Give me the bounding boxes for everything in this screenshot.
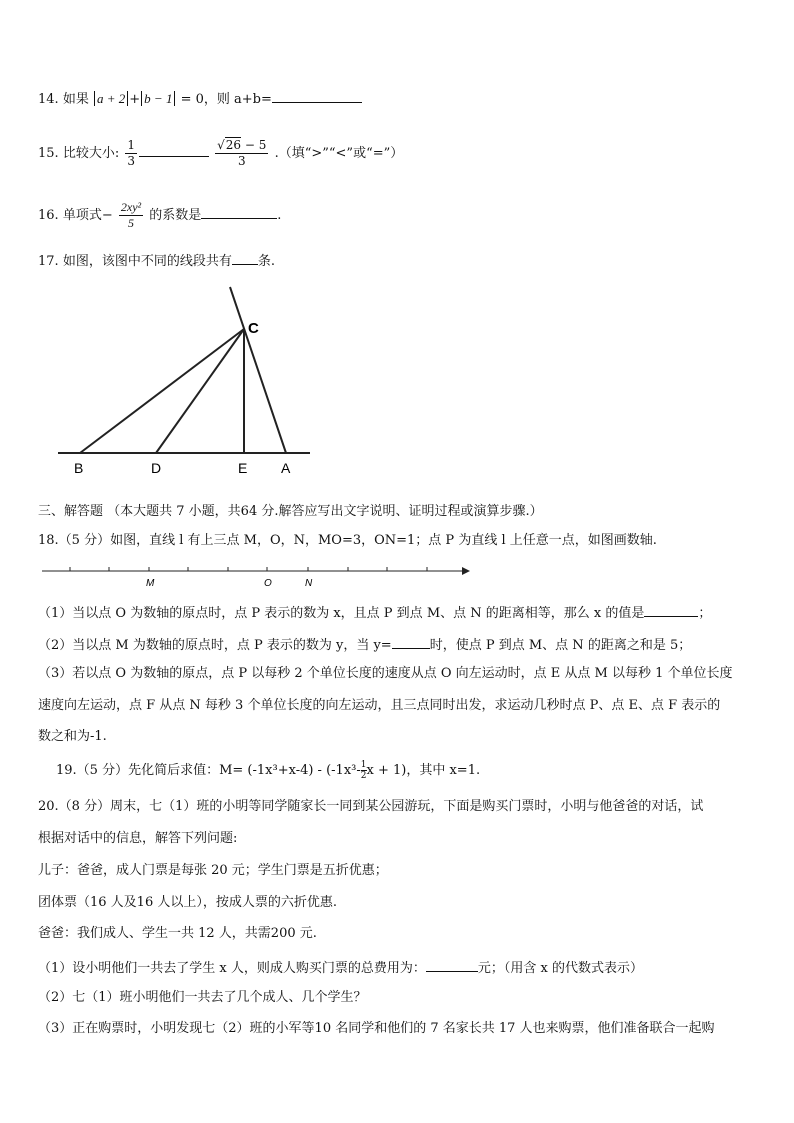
q20-part-1: [38, 957, 643, 978]
q18-part-3-line-2: 速度向左运动，点 F 从点 N 每秒 3 个单位长度的向左运动，且三点同时出发，求运动几秒时点 P、点 E、点 F 表示的: [38, 698, 721, 713]
q14-answer-blank[interactable]: [272, 88, 362, 103]
q14-equation-tail: = 0，则 a+b=: [180, 92, 272, 107]
q15-fraction-1: [125, 138, 137, 169]
q18-part-1-blank[interactable]: [644, 602, 698, 617]
q18-header: 18.（5 分）如图，直线 l 有上三点 M，O，N，MO=3，ON=1；点 P 为直线 l 上任意一点，如图画数轴.: [38, 533, 657, 548]
axis-label-M: M: [146, 578, 155, 589]
q15-answer-blank[interactable]: [139, 142, 209, 157]
q14-plus: +: [129, 92, 141, 107]
q15-text: 比较大小:: [62, 146, 120, 161]
q14-abs-b: b − 1: [141, 91, 175, 106]
q16-answer-blank[interactable]: [201, 204, 277, 219]
q14-number: 14.: [38, 92, 59, 107]
q20-line-5: 爸爸：我们成人、学生一共 12 人，共需200 元.: [38, 926, 317, 941]
q15-fraction-2: [215, 138, 268, 169]
q16-denominator: 5: [128, 216, 135, 230]
q16-tail: 的系数是: [149, 208, 202, 223]
q15-frac2-denominator: 3: [237, 154, 246, 168]
question-14: [38, 88, 362, 109]
q16-sign: −: [101, 208, 113, 223]
q20-line-3: 儿子：爸爸，成人门票是每张 20 元；学生门票是五折优惠；: [38, 863, 388, 878]
q19-frac-denominator: 2: [360, 771, 367, 781]
q15-minus-five: − 5: [244, 138, 267, 152]
q18-part-3-line-1: （3）若以点 O 为数轴的原点，点 P 以每秒 2 个单位长度的速度从点 O 向左运动时，点 E 从点 M 以每秒 1 个单位长度: [38, 666, 733, 681]
segment-CD: [156, 329, 244, 453]
q19-text-b: x + 1)，其中 x=1.: [366, 763, 481, 778]
section-3-heading: 三、解答题 （本大题共 7 小题，共64 分.解答应写出文字说明、证明过程或演算步骤.）: [38, 504, 543, 519]
q16-numerator: 2xy²: [120, 200, 142, 214]
q14-text: 如果: [62, 92, 89, 107]
q18-part-2-text-a: （2）当以点 M 为数轴的原点时，点 P 表示的数为 y，当 y=: [38, 638, 392, 653]
label-B: B: [74, 460, 84, 476]
q20-line-1: 20.（8 分）周末，七（1）班的小明等同学随家长一同到某公园游玩，下面是购买门票时，小明与他爸爸的对话，试: [38, 799, 704, 814]
q17-end: 条.: [257, 254, 275, 269]
arrow-icon: [462, 567, 470, 575]
q17-figure: [50, 285, 320, 480]
q15-frac1-denominator: 3: [127, 154, 135, 168]
q20-part-1-text-a: （1）设小明他们一共去了学生 x 人，则成人购买门票的总费用为：: [38, 961, 426, 976]
q19-text-a: 19.（5 分）先化简后求值：M= (-1x³+x-4) - (-1x³-: [56, 763, 361, 778]
q20-part-2: （2）七（1）班小明他们一共去了几个成人、几个学生？: [38, 990, 367, 1005]
q20-line-4: 团体票（16 人及16 人以上），按成人票的六折优惠.: [38, 895, 337, 910]
q17-answer-blank[interactable]: [232, 250, 258, 265]
q16-end: .: [277, 208, 282, 223]
q18-part-1-text: （1）当以点 O 为数轴的原点时，点 P 表示的数为 x，且点 P 到点 M、点 N 的距离相等，那么 x 的值是: [38, 606, 645, 621]
question-19: [56, 760, 480, 781]
q16-number: 16.: [38, 208, 59, 223]
label-C: C: [248, 320, 259, 337]
q20-part-1-blank[interactable]: [426, 957, 478, 972]
question-15: [38, 138, 403, 169]
q15-frac1-numerator: 1: [127, 138, 135, 152]
q15-frac2-numerator: √26 − 5: [217, 138, 267, 152]
q15-hint: .（填“>”“<”或“=”）: [274, 146, 404, 161]
q20-part-1-text-b: 元；（用含 x 的代数式表示）: [477, 961, 643, 976]
question-17: [38, 250, 275, 271]
q17-text: 如图，该图中不同的线段共有: [62, 254, 232, 269]
axis-label-O: O: [264, 578, 272, 589]
q14-abs-a: a + 2: [94, 91, 128, 106]
q18-number-line: [38, 562, 478, 592]
label-A: A: [281, 460, 291, 476]
axis-label-N: N: [305, 578, 313, 589]
q15-number: 15.: [38, 146, 59, 161]
axis-ticks: [70, 567, 427, 571]
question-16: [38, 200, 281, 231]
q16-text: 单项式: [62, 208, 102, 223]
q16-fraction: [119, 200, 143, 231]
q18-part-1: [38, 602, 711, 623]
q18-part-2: [38, 634, 691, 655]
q18-part-2-text-b: 时，使点 P 到点 M、点 N 的距离之和是 5；: [429, 638, 692, 653]
q15-radicand: 26: [225, 138, 242, 152]
line-CA: [230, 287, 286, 453]
q18-part-2-blank[interactable]: [392, 634, 430, 649]
q20-part-3: （3）正在购票时，小明发现七（2）班的小军等10 名同学和他们的 7 名家长共 17 人也来购票，他们准备联合一起购: [38, 1021, 715, 1036]
q18-part-1-end: ；: [698, 606, 712, 621]
q20-line-2: 根据对话中的信息，解答下列问题:: [38, 831, 238, 846]
q18-part-3-line-3: 数之和为-1.: [38, 729, 107, 744]
q19-frac-numerator: 1: [360, 760, 367, 770]
segment-CB: [80, 329, 244, 453]
label-D: D: [151, 460, 162, 476]
label-E: E: [238, 460, 248, 476]
q17-number: 17.: [38, 254, 59, 269]
